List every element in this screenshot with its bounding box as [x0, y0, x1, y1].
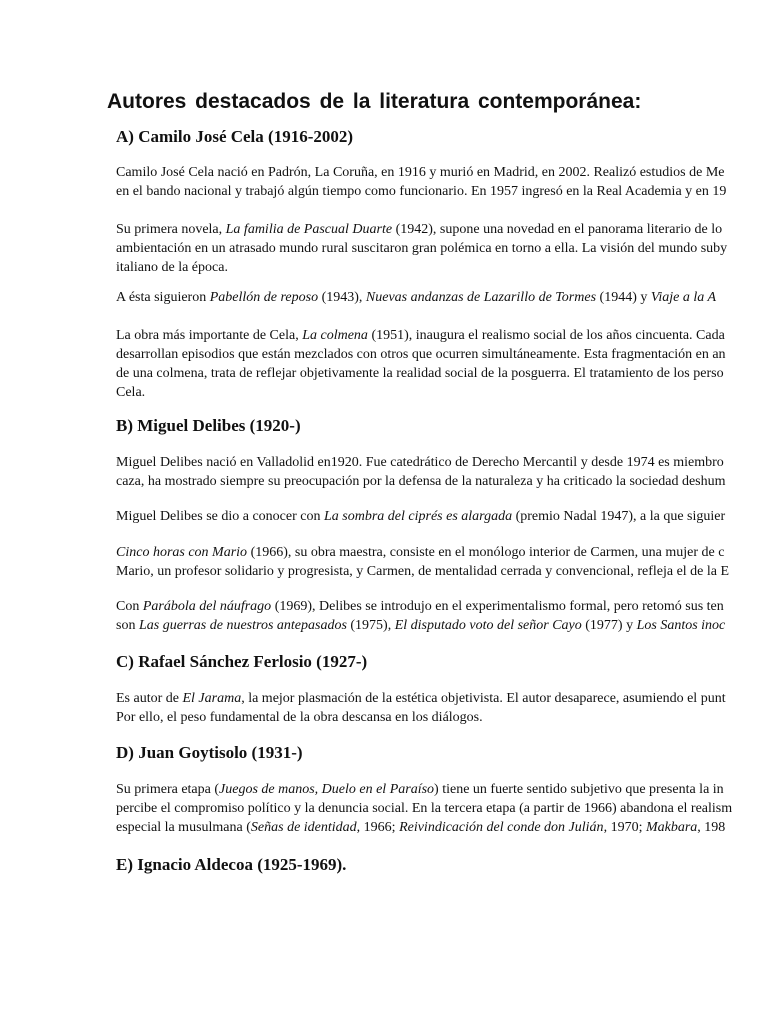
text-run: (1942), supone una novedad en el panorama literario de lo [392, 222, 723, 237]
paragraph [116, 326, 726, 402]
text-line [116, 708, 726, 727]
section-heading: D) Juan Goytisolo (1931-) [116, 743, 303, 762]
paragraph [116, 780, 732, 837]
text-line [116, 799, 732, 818]
text-run: Cela. [116, 385, 146, 400]
text-run: (1977) y [581, 618, 637, 633]
section-heading: C) Rafael Sánchez Ferlosio (1927-) [116, 652, 368, 671]
text-line [116, 597, 725, 616]
text-run: , 1966; [356, 820, 400, 835]
text-run: ambientación en un atrasado mundo rural suscitaron gran polémica en torno a ella. La visión del mundo suby [116, 241, 728, 256]
work-title: Makbara [645, 820, 698, 835]
document-title: Autores destacados de la literatura contemporánea: [107, 90, 642, 113]
text-run: , 198 [697, 820, 726, 835]
work-title: El Jarama [182, 691, 242, 706]
work-title: Cinco horas con Mario [116, 545, 248, 560]
text-run: (1975), [346, 618, 395, 633]
section-heading: B) Miguel Delibes (1920-) [116, 416, 301, 435]
text-run: (1943), [318, 290, 366, 305]
text-run: ) tiene un fuerte sentido subjetivo que presenta la in [434, 782, 724, 797]
text-line [116, 562, 729, 581]
text-run: percibe el compromiso político y la denuncia social. En la tercera etapa (a partir de 1966) abandona el realism [116, 801, 733, 816]
work-title: La familia de Pascual Duarte [225, 222, 393, 237]
work-title: Juegos de manos, Duelo en el Paraíso [219, 782, 435, 797]
paragraph [116, 507, 725, 526]
text-line [116, 616, 725, 635]
text-line [116, 543, 729, 562]
text-line [116, 780, 732, 799]
work-title: El disputado voto del señor Cayo [394, 618, 582, 633]
paragraph [116, 543, 729, 581]
text-line [116, 364, 726, 383]
text-run: Miguel Delibes nació en Valladolid en1920. Fue catedrático de Derecho Mercantil y desde 1974 es miembro [116, 455, 724, 470]
text-line [116, 220, 727, 239]
text-run: (1969), Delibes se introdujo en el experimentalismo formal, pero retomó sus ten [271, 599, 724, 614]
work-title: Pabellón de reposo [209, 290, 319, 305]
text-line [116, 182, 726, 201]
text-run: (1944) y [596, 290, 651, 305]
text-line [116, 507, 725, 526]
paragraph [116, 163, 726, 201]
work-title: Reivindicación del conde don Julián [399, 820, 604, 835]
text-line [116, 689, 726, 708]
text-run: Es autor de [116, 691, 183, 706]
text-run: (1966), su obra maestra, consiste en el monólogo interior de Carmen, una mujer de c [247, 545, 725, 560]
paragraph [116, 453, 726, 491]
text-run: , 1970; [603, 820, 646, 835]
text-run: italiano de la época. [116, 260, 228, 275]
text-line [116, 326, 726, 345]
paragraph [116, 220, 727, 277]
paragraph [116, 597, 725, 635]
work-title: Los Santos inoc [636, 618, 726, 633]
text-run: Miguel Delibes se dio a conocer con [116, 509, 324, 524]
text-run: (1951), inaugura el realismo social de los años cincuenta. Cada [367, 328, 725, 343]
text-run: Mario, un profesor solidario y progresista, y Carmen, de mentalidad cerrada y convencional, refleja el de la E [116, 564, 730, 579]
text-line [116, 288, 716, 307]
work-title: Parábola del náufrago [142, 599, 272, 614]
text-line [116, 453, 726, 472]
text-line [116, 472, 726, 491]
text-run: son [116, 618, 139, 633]
paragraph [116, 689, 726, 727]
text-line [116, 239, 727, 258]
work-title: La sombra del ciprés es alargada [324, 509, 513, 524]
text-run: La obra más importante de Cela, [116, 328, 303, 343]
text-run: de una colmena, trata de reflejar objetivamente la realidad social de la posguerra. El tratamiento de los perso [116, 366, 724, 381]
text-run: Camilo José Cela nació en Padrón, La Coruña, en 1916 y murió en Madrid, en 2002. Realizó estudios de Me [116, 165, 725, 180]
section-heading: A) Camilo José Cela (1916-2002) [116, 127, 354, 146]
text-line [116, 258, 727, 277]
text-run: caza, ha mostrado siempre su preocupación por la defensa de la naturaleza y ha criticado la sociedad deshum [116, 474, 726, 489]
text-run: Su primera etapa ( [116, 782, 220, 797]
work-title: Las guerras de nuestros antepasados [138, 618, 347, 633]
text-run: desarrollan episodios que están mezclados con otros que ocurren simultáneamente. Esta fragmentación en an [116, 347, 726, 362]
text-line [116, 383, 726, 402]
text-line [116, 818, 732, 837]
text-line [116, 345, 726, 364]
section-heading: E) Ignacio Aldecoa (1925-1969). [116, 855, 347, 874]
text-run: Con [116, 599, 143, 614]
text-run: en el bando nacional y trabajó algún tiempo como funcionario. En 1957 ingresó en la Real Academia y en 19 [116, 184, 727, 199]
work-title: La colmena [302, 328, 368, 343]
text-run: Su primera novela, [116, 222, 226, 237]
text-run: (premio Nadal 1947), a la que siguier [512, 509, 726, 524]
text-line [116, 163, 726, 182]
work-title: Nuevas andanzas de Lazarillo de Tormes [365, 290, 597, 305]
work-title: Viaje a la A [650, 290, 717, 305]
text-run: A ésta siguieron [116, 290, 210, 305]
work-title: Señas de identidad [250, 820, 357, 835]
text-run: , la mejor plasmación de la estética objetivista. El autor desaparece, asumiendo el punt [241, 691, 726, 706]
paragraph [116, 288, 716, 307]
text-run: Por ello, el peso fundamental de la obra descansa en los diálogos. [116, 710, 483, 725]
text-run: especial la musulmana ( [116, 820, 251, 835]
